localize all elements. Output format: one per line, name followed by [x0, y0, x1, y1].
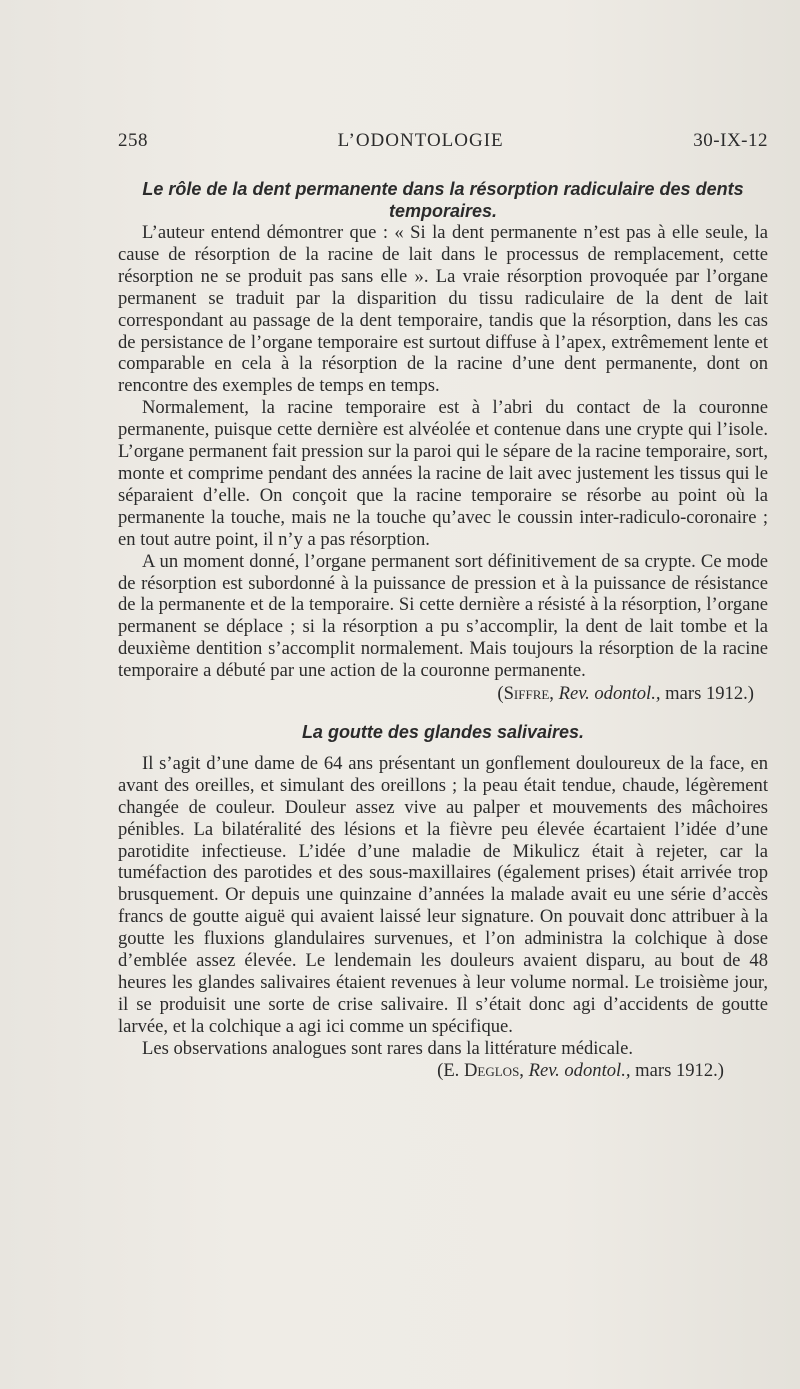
article-1-paragraph-2: Normalement, la racine temporaire est à l’abri du contact de la couronne permanente, puisque cette dernière est alvéolée et contenue dans une crypte qui l’isole. L’organe permanent fait pression sur la paroi qui le sépare de la racine temporaire, sort, monte et comprime pendant des années la racine de lait avec justement les tissus qui le séparaient d’elle. On conçoit que la racine temporaire se résorbe au point où la permanente la touche, mais ne la touche qu’avec le coussin inter-radiculo-coronaire ; en tout autre point, il n’y a pas résorption. [118, 397, 768, 550]
page-number: 258 [118, 130, 148, 151]
article-2-paragraph-1: Il s’agit d’une dame de 64 ans présentant un gonflement douloureux de la face, en avant des oreilles, et simulant des oreillons ; la peau était tendue, chaude, légèrement changée de couleur. Douleur assez vive au palper et mouvements des mâchoires pénibles. La bilatéralité des lésions et la fièvre peu élevée écartaient l’idée d’une parotidite infectieuse. L’idée d’une maladie de Mikulicz était à rejeter, car la tuméfaction des parotides et des sous-maxillaires (également prises) était arrivée trop brusquement. Or depuis une quinzaine d’années la malade avait eu une série d’accès francs de goutte aiguë qui avaient laissé leur signature. On pouvait donc attribuer à la goutte les fluxions glandulaires survenues, et l’on administra la colchique à dose d’emblée assez élevée. Le lendemain les douleurs avaient disparu, au bout de 48 heures les glandes salivaires étaient revenues à leur volume normal. Le troisième jour, il se produisit une sorte de crise salivaire. Il s’était donc agi d’accidents de goutte larvée, et la colchique a agi ici comme un spécifique. [118, 752, 768, 1037]
article-2-citation [118, 1060, 768, 1082]
citation-open-paren: ( [437, 1059, 444, 1081]
issue-date: 30-IX-12 [693, 130, 768, 151]
citation-date: mars 1912.) [665, 683, 754, 705]
article-1-paragraph-3: A un moment donné, l’organe permanent sort définitivement de sa crypte. Ce mode de résorption est subordonné à la puissance de pression et à la puissance de résistance de la permanente et de la temporaire. Si cette dernière a résisté à la résorption, l’organe permanent se déplace ; si la résorption a pu s’accomplir, la dent de lait tombe et la deuxième dentition s’accomplit normalement. Mais toujours la résorption de la racine temporaire a débuté par une action de la couronne permanente. [118, 550, 768, 682]
citation-source: Rev. odontol., [558, 683, 661, 705]
article-2-title: La goutte des glandes salivaires. [301, 721, 585, 742]
page-content [118, 178, 768, 1082]
citation-date: mars 1912.) [635, 1059, 724, 1081]
article-1-title: Le rôle de la dent permanente dans la résorption radiculaire des dents temporaires. [142, 179, 744, 221]
citation-source: Rev. odontol., [528, 1059, 631, 1081]
citation-open-paren: ( [497, 683, 504, 705]
journal-title: L’ODONTOLOGIE [337, 130, 504, 151]
article-1-paragraph-1: L’auteur entend démontrer que : « Si la dent permanente n’est pas à elle seule, la cause de résorption de la racine de lait dans le processus de remplacement, cette résorption ne se produit pas sans elle ». La vraie résorption provoquée par l’organe permanent se traduit par la disparition du tissu radiculaire de la dent de lait correspondant au passage de la dent temporaire, tandis que la résorption, dans les cas de persistance de l’organe temporaire est surtout diffuse à l’apex, extrêmement lente et comparable en cela à la résorption de la racine d’une dent permanente, dont on rencontre des exemples de temps en temps. [118, 222, 768, 397]
citation-author: Siffre, [503, 683, 554, 705]
citation-author: E. Deglos, [443, 1059, 524, 1081]
article-1-citation [118, 683, 768, 705]
running-header [118, 130, 768, 152]
article-2-paragraph-2: Les observations analogues sont rares dans la littérature médicale. [142, 1037, 634, 1059]
